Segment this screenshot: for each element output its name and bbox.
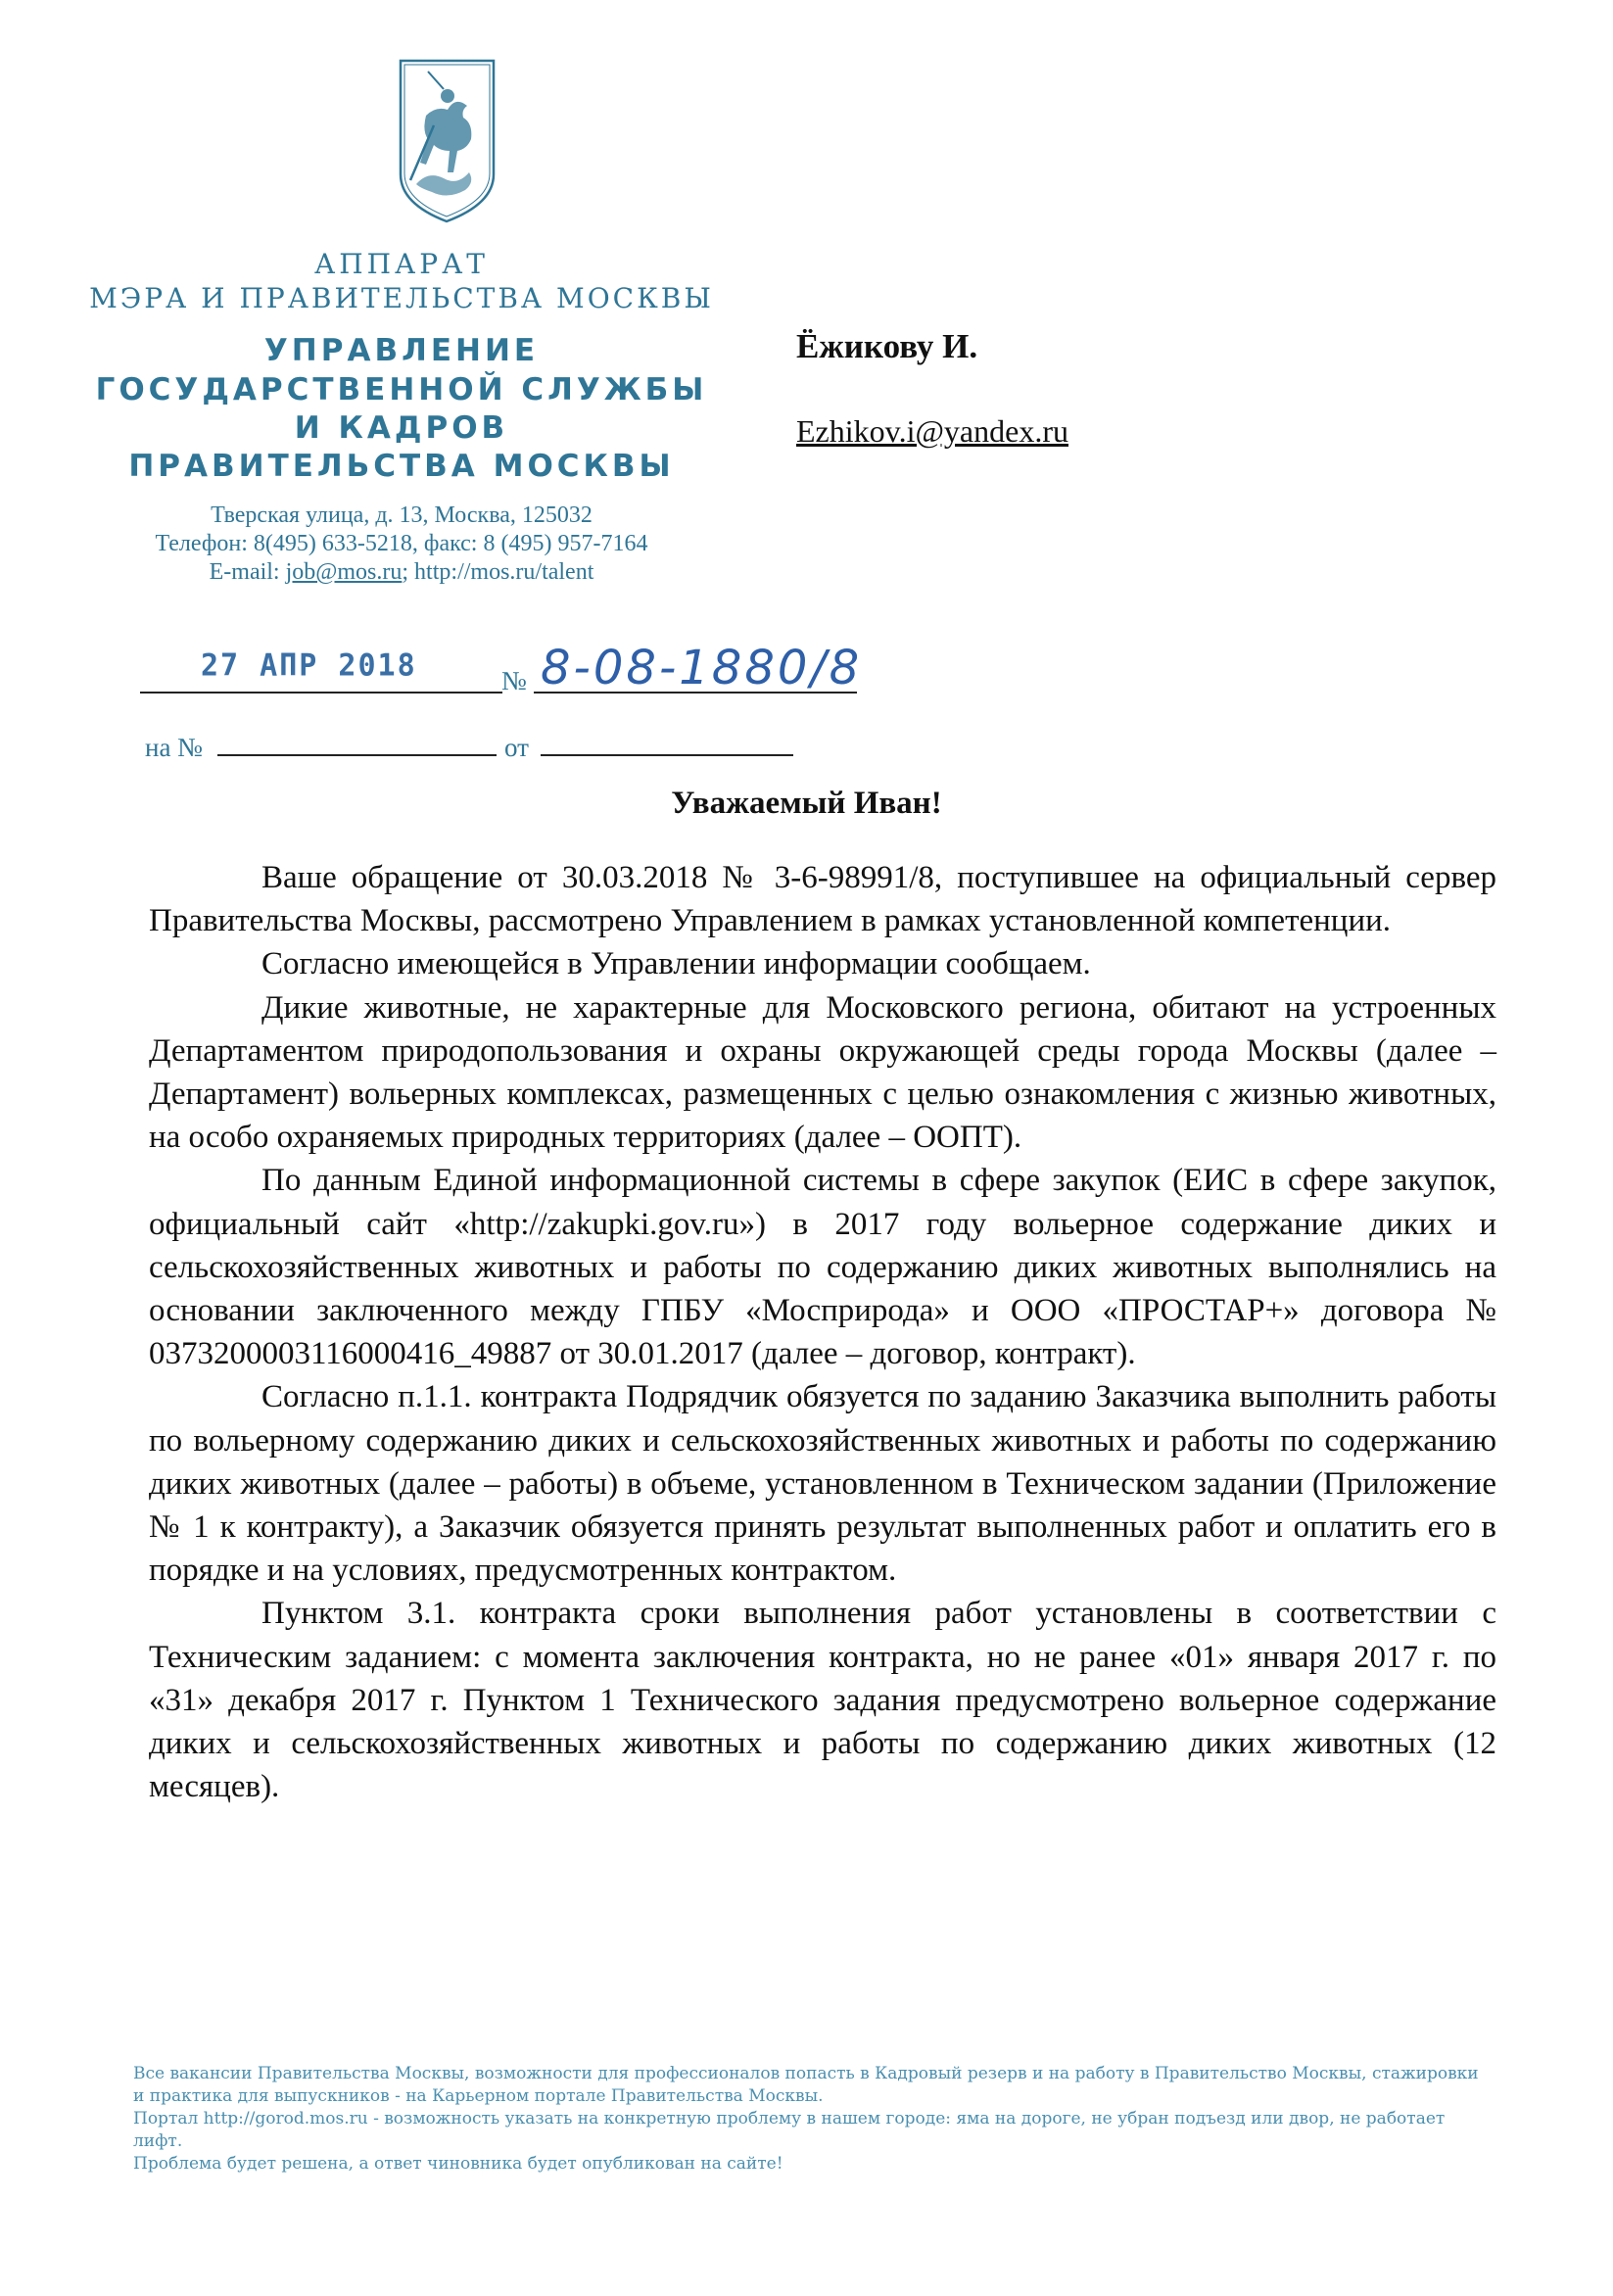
number-line [534,692,857,694]
number-label: № [501,666,527,695]
letterhead-department-line: И КАДРОВ [294,410,509,446]
email-prefix: E-mail: [209,559,286,585]
footer-line: и практика для выпускников - на Карьерном портале Правительства Москвы. [133,2086,824,2106]
salutation: Уважаемый Иван! [671,786,942,821]
reference-date-line [541,754,793,756]
paragraph: Дикие животные, не характерные для Московского региона, обитают на устроенных Департаментом природопользования и охраны окружающей среды города Москвы (далее – Департамент) вольерных комплексах, размещенных с целью ознакомления с жизнью животных, на особо охраняемых природных территориях (далее – ООПТ). [149,989,1496,1156]
reference-number-label: на № [145,733,203,762]
letterhead-department-line: ГОСУДАРСТВЕННОЙ СЛУЖБЫ [95,372,708,407]
letterhead-apparat: АППАРАТ [314,248,489,280]
moscow-coat-of-arms-icon [397,57,498,225]
letterhead-department-line: УПРАВЛЕНИЕ [263,333,540,368]
paragraph: По данным Единой информационной системы в сфере закупок (ЕИС в сфере закупок, официальный сайт «http://zakupki.gov.ru») в 2017 году вольерное содержание диких и сельскохозяйственных животных и работы по содержанию диких животных выполнялись на основании заключенного между ГПБУ «Мосприрода» и ООО «ПРОСТАР+» договора № 0373200003116000416_49887 от 30.01.2017 (далее – договор, контракт). [149,1163,1496,1372]
footer-line: Проблема будет решена, а ответ чиновника будет опубликован на сайте! [133,2154,783,2174]
footer-line: Все вакансии Правительства Москвы, возможности для профессионалов попасть в Кадровый резерв и на работу в Правительство Москвы, стажировки [133,2064,1479,2083]
letterhead-phone: Телефон: 8(495) 633-5218, факс: 8 (495) 957-7164 [155,531,648,556]
footer-line: Портал http://gorod.mos.ru - возможность указать на конкретную проблему в нашем городе: яма на дороге, не убран подъезд или двор, не работает лифт. [133,2109,1446,2151]
footer-notice [133,2063,1494,2176]
letter-body [149,856,1496,1808]
letterhead-address: Тверская улица, д. 13, Москва, 125032 [211,502,593,528]
reference-date-label: от [504,733,529,762]
letterhead-department-line: ПРАВИТЕЛЬСТВА МОСКВЫ [128,449,675,484]
letterhead-mayor-office: МЭРА И ПРАВИТЕЛЬСТВА МОСКВЫ [89,282,714,314]
reference-number-line [217,754,497,756]
email-link[interactable]: job@mos.ru [285,559,403,585]
paragraph: Согласно п.1.1. контракта Подрядчик обязуется по заданию Заказчика выполнить работы по вольерному содержанию диких и сельскохозяйственных животных и работы по содержанию диких животных (далее – работы) в объеме, установленном в Техническом задании (Приложение № 1 к контракту), а Заказчик обязуется принять результат выполненных работ и оплатить его в порядке и на условиях, предусмотренных контрактом. [149,1379,1496,1589]
website-text: ; http://mos.ru/talent [402,559,594,585]
date-line [140,692,502,694]
paragraph: Ваше обращение от 30.03.2018 № 3-6-98991/8, поступившее на официальный сервер Правительства Москвы, рассмотрено Управлением в рамках установленной компетенции. [149,860,1496,939]
date-stamp: 27 АПР 2018 [201,647,417,684]
paragraph: Согласно имеющейся в Управлении информации сообщаем. [261,946,1091,982]
paragraph: Пунктом 3.1. контракта сроки выполнения работ установлены в соответствии с Техническим заданием: с момента заключения контракта, но не ранее «01» января 2017 г. по «31» декабря 2017 г. Пунктом 1 Технического задания предусмотрено вольерное содержание диких и сельскохозяйственных животных и работы по содержанию диких животных (12 месяцев). [149,1596,1496,1805]
recipient-email[interactable]: Ezhikov.i@yandex.ru [796,413,1068,449]
handwritten-registration-number: 8-08-1880/8 [541,641,863,695]
letterhead-contacts [39,558,764,586]
recipient-name: Ёжикову И. [796,327,978,365]
